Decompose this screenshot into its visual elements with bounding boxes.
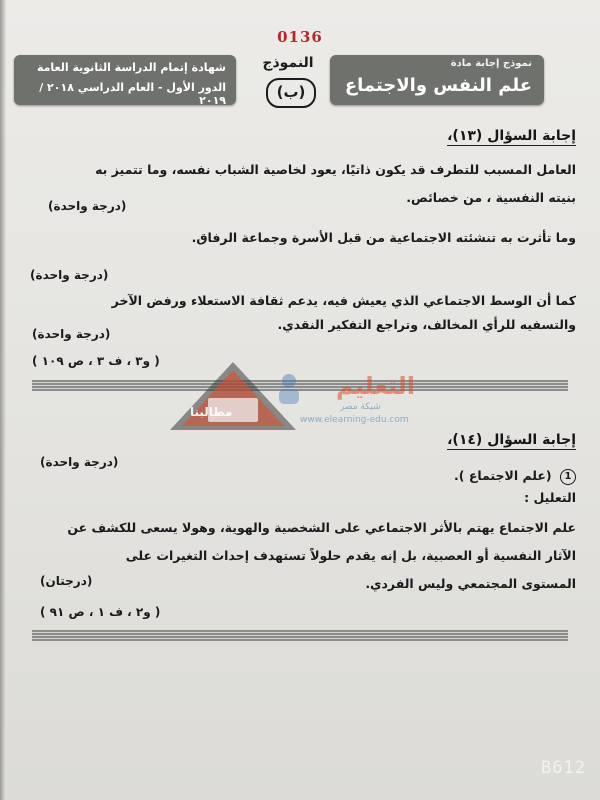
certificate-line-1: شهادة إتمام الدراسة الثانوية العامة (36, 61, 226, 74)
subject-header-box (330, 55, 544, 105)
q13-reference: ( و٣ ، ف ٣ ، ص ١٠٩ ) (32, 354, 160, 368)
question-13-title: إجابة السؤال (١٣)، (447, 128, 576, 144)
q14-degree-answer: (درجة واحدة) (40, 455, 119, 469)
q14-reference: ( و٢ ، ف ١ ، ص ٩١ ) (40, 605, 161, 619)
camera-stamp: B612 (541, 758, 586, 778)
option-number-circle: 1 (560, 469, 576, 485)
q13-line-2: بنيته النفسية ، من خصائص. (406, 190, 576, 205)
q13-degree-2: (درجة واحدة) (30, 268, 109, 282)
q13-line-3: وما تأثرت به تنشئته الاجتماعية من قبل الأسرة وجماعة الرفاق. (191, 230, 576, 245)
model-label: النموذج (262, 55, 314, 71)
q14-line-1: علم الاجتماع يهتم بالأثر الاجتماعي على الشخصية والهوية، وهولا يسعى للكشف عن (67, 520, 576, 535)
model-value-badge: (ب) (266, 78, 316, 108)
watermark-brand: التعليم (336, 372, 415, 400)
page-edge-shadow (0, 0, 6, 800)
section-divider-2 (32, 630, 568, 641)
q14-line-3: المستوى المجتمعي وليس الفردي. (365, 576, 576, 591)
q14-answer: (علم الاجتماع ). (454, 468, 552, 483)
q13-degree-1: (درجة واحدة) (48, 199, 127, 213)
q14-answer-line (454, 468, 576, 485)
subject-caption: نموذج إجابة مادة (450, 58, 532, 69)
q14-reason-label: التعليل : (524, 490, 576, 505)
q13-line-1: العامل المسبب للتطرف قد يكون ذاتيًا، يعود لخاصية الشباب نفسه، وما تتميز به (95, 162, 576, 177)
watermark-brand-small: شبكة مصر (340, 402, 381, 412)
watermark-url: www.elearning-edu.com (300, 415, 409, 425)
q14-line-2: الآثار النفسية أو العصبية، بل إنه يقدم حلولاً تستهدف إحداث التغيرات على (125, 548, 576, 563)
q13-line-5: والتسفيه للرأي المخالف، وتراجع التفكير النقدي. (277, 317, 576, 332)
exam-code: 0136 (277, 28, 323, 46)
q14-degree-reason: (درجتان) (40, 574, 93, 588)
question-14-title: إجابة السؤال (١٤)، (447, 432, 576, 448)
q13-degree-3: (درجة واحدة) (32, 327, 111, 341)
subject-title: علم النفس والاجتماع (344, 75, 532, 96)
certificate-header-box (14, 55, 236, 105)
q13-line-4: كما أن الوسط الاجتماعي الذي يعيش فيه، يدعم ثقافة الاستعلاء ورفض الآخر (111, 293, 576, 308)
watermark-badge: مطالبنا (190, 405, 233, 419)
certificate-line-2: الدور الأول - العام الدراسي ٢٠١٨ / ٢٠١٩ (39, 81, 226, 107)
watermark-person-icon (272, 372, 306, 406)
